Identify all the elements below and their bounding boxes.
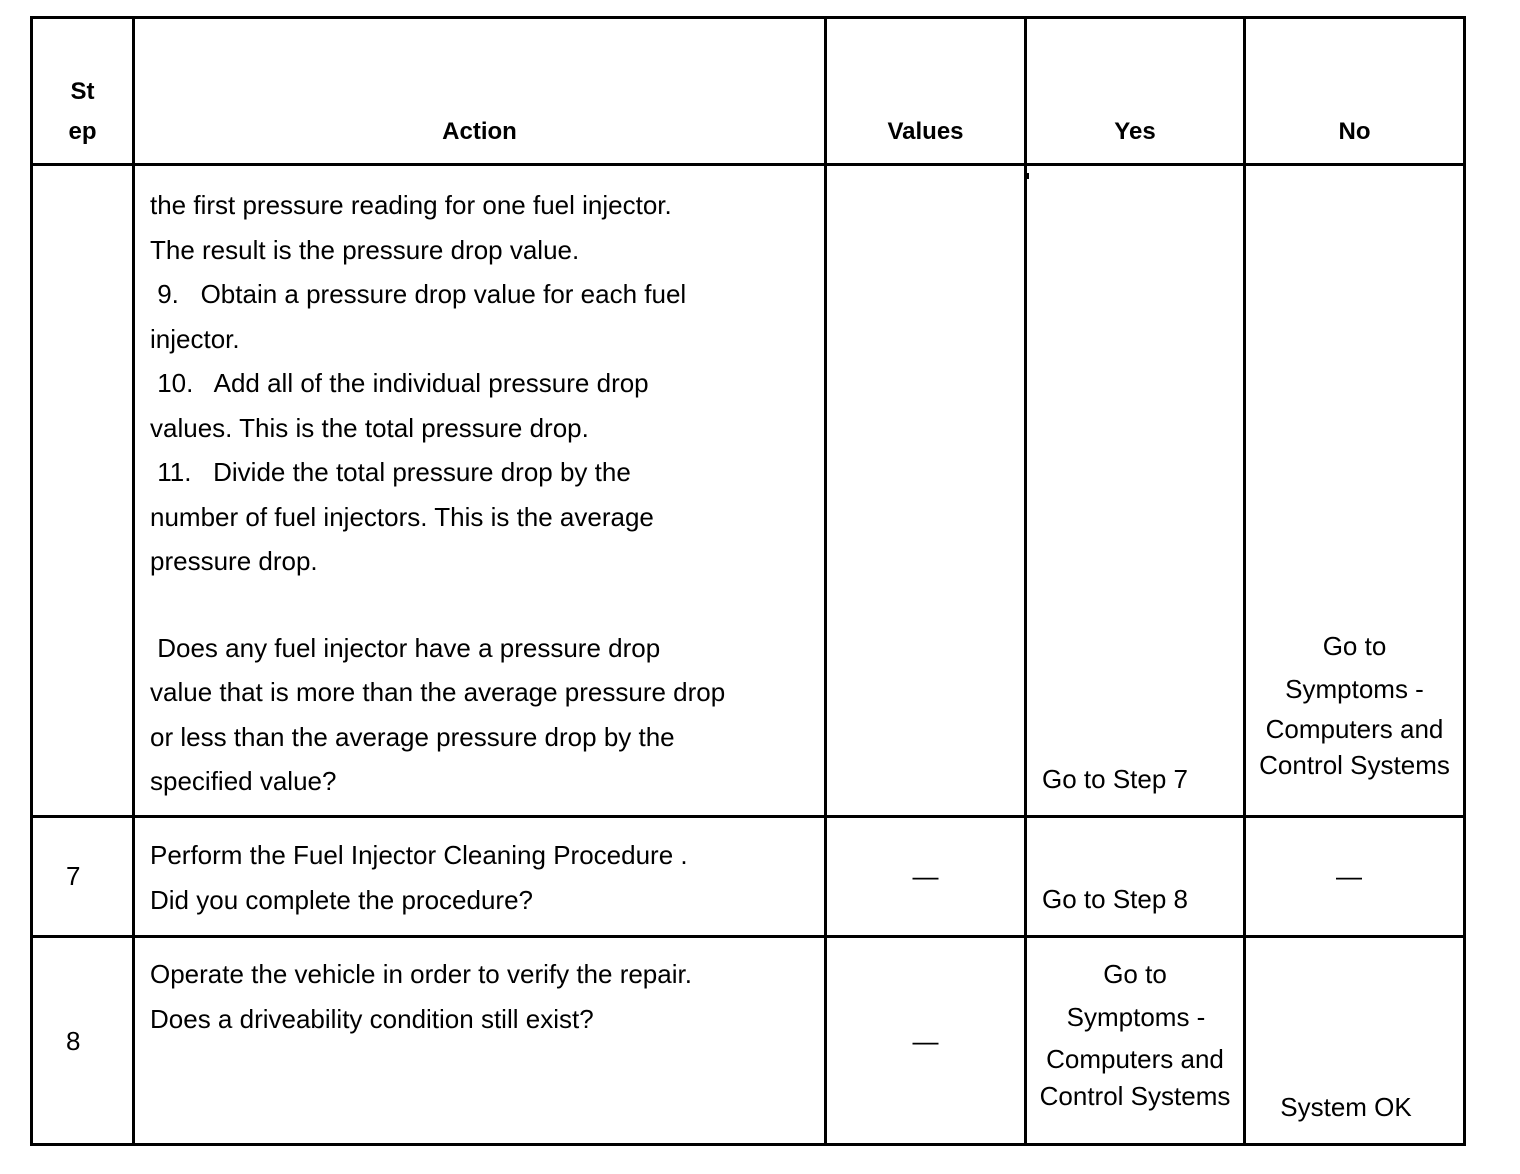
- header-action: Action: [442, 118, 517, 145]
- action-line: number of fuel injectors. This is the average: [150, 501, 654, 532]
- yes-line: Computers and: [1046, 1044, 1224, 1074]
- action-line: Operate the vehicle in order to verify the repair.: [150, 959, 692, 989]
- grid-line: [1463, 16, 1466, 1146]
- row1-no: [1246, 625, 1463, 783]
- header-no: No: [1338, 118, 1371, 145]
- grid-line: [30, 16, 33, 1146]
- action-line: value that is more than the average pressure drop: [150, 677, 726, 707]
- header-yes: Yes: [1114, 118, 1156, 145]
- action-line: Does any fuel injector have a pressure drop: [150, 632, 661, 663]
- row3-action: [150, 952, 692, 1041]
- row3-no: System OK: [1280, 1092, 1412, 1122]
- row3-yes: [1027, 953, 1243, 1113]
- action-line: specified value?: [150, 766, 337, 796]
- header-values: Values: [887, 118, 964, 145]
- action-line-blank: [150, 584, 725, 626]
- grid-line: [132, 16, 135, 1146]
- no-line: Control Systems: [1259, 750, 1450, 780]
- row2-values: —: [912, 861, 939, 891]
- action-line: Does a driveability condition still exist?: [150, 1003, 594, 1034]
- yes-line: Control Systems: [1039, 1081, 1231, 1111]
- action-line: Did you complete the procedure?: [150, 884, 534, 915]
- stray-mark: [1027, 173, 1029, 179]
- no-line: Symptoms -: [1285, 674, 1424, 704]
- row2-no: —: [1336, 861, 1362, 891]
- row3-values: —: [912, 1026, 939, 1056]
- row1-action: [150, 183, 725, 804]
- row2-step: 7: [66, 861, 81, 891]
- header-step: [33, 72, 132, 152]
- action-line: injector.: [150, 323, 240, 354]
- grid-line: [30, 935, 1466, 938]
- yes-line: Symptoms -: [1066, 1002, 1206, 1032]
- row2-yes: Go to Step 8: [1042, 884, 1188, 914]
- action-line: or less than the average pressure drop by the: [150, 721, 675, 752]
- action-line: the first pressure reading for one fuel injector.: [150, 190, 672, 220]
- action-line: 11. Divide the total pressure drop by the: [150, 457, 631, 487]
- row3-step: 8: [66, 1026, 81, 1056]
- grid-line: [30, 163, 1466, 166]
- header-step-line1: St: [70, 78, 95, 105]
- action-line: The result is the pressure drop value.: [150, 234, 580, 265]
- action-line: 10. Add all of the individual pressure drop: [150, 368, 649, 398]
- no-line: Go to: [1322, 631, 1387, 661]
- yes-line: Go to: [1103, 959, 1167, 989]
- row2-action: [150, 833, 688, 922]
- grid-line: [30, 16, 1466, 19]
- no-line: Computers and: [1265, 714, 1444, 744]
- header-step-line2: ep: [68, 118, 97, 145]
- action-line: 9. Obtain a pressure drop value for each fuel: [150, 279, 687, 309]
- action-line: Perform the Fuel Injector Cleaning Procedure .: [150, 840, 688, 870]
- grid-line: [30, 1143, 1466, 1146]
- row1-yes: Go to Step 7: [1042, 764, 1188, 794]
- grid-line: [30, 815, 1466, 818]
- action-line: pressure drop.: [150, 546, 318, 576]
- diagnostic-table: [30, 16, 1466, 1146]
- grid-line: [1243, 16, 1246, 1146]
- action-line: values. This is the total pressure drop.: [150, 412, 589, 443]
- grid-line: [824, 16, 827, 1146]
